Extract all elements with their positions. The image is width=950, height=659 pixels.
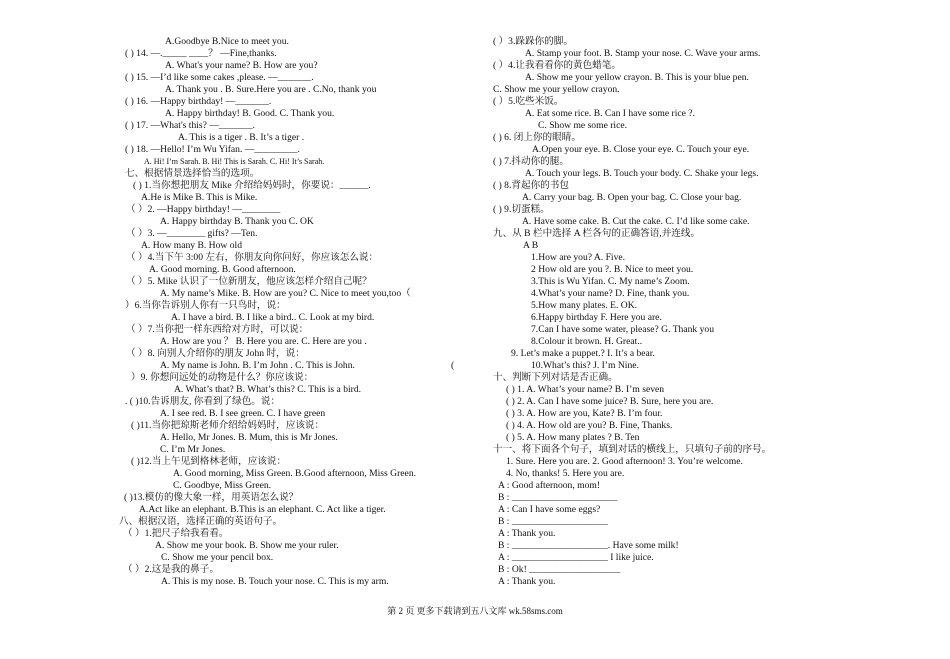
right-line-2: A. Stamp your foot. B. Stamp your nose. C. Wave your arms.	[525, 48, 761, 59]
right-line-28: 10.What’s this? J. I’m Nine.	[531, 360, 639, 371]
right-line-23: 5.How many plates. E. OK.	[531, 300, 638, 311]
page-footer: 第 2 页 更多下载请到五八文库 wk.58sms.com	[387, 606, 563, 616]
left-line-35: A. Hello, Mr Jones. B. Mum, this is Mr Jones.	[160, 432, 338, 443]
left-line-9: A. This is a tiger . B. It’s a tiger .	[178, 132, 305, 143]
left-line-17: （ ）3. —________ gifts? —Ten.	[126, 228, 258, 239]
right-line-13: ( ) 8.背起你的书包	[493, 180, 569, 191]
left-line-16: A. Happy birthday B. Thank you C. OK	[160, 216, 314, 227]
right-line-44: A : ____________________ I like juice.	[498, 552, 654, 563]
right-line-16: A. Have some cake. B. Cut the cake. C. I’d like some cake.	[522, 216, 750, 227]
left-line-39: C. Goodbye, Miss Green.	[173, 480, 272, 491]
left-line-38: A. Good morning, Miss Green. B.Good afternoon, Miss Green.	[173, 468, 417, 479]
left-line-21: （ ）5. Mike 认识了一位新朋友，他应该怎样介绍自己呢？	[126, 276, 372, 287]
right-line-34: ( ) 5. A. How many plates ? B. Ten	[506, 432, 640, 443]
left-line-5: A. Thank you . B. Sure.Here you are . C.No, thank you	[165, 84, 377, 95]
right-line-38: A : Good afternoon, mom!	[498, 480, 601, 491]
right-line-35: 十一、将下面各个句子，填到对话的横线上，只填句子前的序号。	[493, 444, 772, 455]
right-line-6: ( ）5.吃些米饭。	[493, 96, 564, 107]
right-line-18: A B	[523, 240, 539, 251]
right-line-1: ( ）3.跺跺你的脚。	[493, 36, 573, 47]
right-line-21: 3.This is Wu Yifan. C. My name’s Zoom.	[531, 276, 690, 287]
left-line-45: C. Show me your pencil box.	[161, 552, 274, 563]
right-line-30: ( ) 1. A. What’s your name? B. I’m seven	[506, 384, 665, 395]
right-line-33: ( ) 4. A. How old are you? B. Fine, Thanks.	[506, 420, 673, 431]
right-line-5: C. Show me your yellow crayon.	[493, 84, 620, 95]
left-line-20: A. Good morning. B. Good afternoon.	[149, 264, 296, 275]
right-line-19: 1.How are you? A. Five.	[531, 252, 626, 263]
left-line-41: A.Act like an elephant. B.This is an elephant. C. Act like a tiger.	[139, 504, 386, 515]
left-line-34: ( )11.当你把琼斯老师介绍给妈妈时，应该说：	[131, 420, 325, 431]
right-line-41: B : ____________________	[498, 516, 608, 527]
left-line-24: A. I have a bird. B. I like a bird.. C. Look at my bird.	[171, 312, 375, 323]
right-line-29: 十、判断下列对话是否正确。	[493, 372, 618, 383]
left-line-47: A. This is my nose. B. Touch your nose. C. This is my arm.	[161, 576, 389, 587]
right-line-15: ( ) 9.切蛋糕。	[493, 204, 550, 215]
right-line-36: 1. Sure. Here you are. 2. Good afternoon! 3. You’re welcome.	[506, 456, 743, 467]
right-line-14: A. Carry your bag. B. Open your bag. C. Close your bag.	[522, 192, 742, 203]
left-line-31: A. What’s that? B. What’s this? C. This is a bird.	[174, 384, 362, 395]
right-line-7: A. Eat some rice. B. Can I have some rice ?.	[525, 108, 695, 119]
right-line-37: 4. No, thanks! 5. Here you are.	[506, 468, 625, 479]
left-line-44: A. Show me your book. B. Show me your ruler.	[155, 540, 339, 551]
left-line-3: A. What's your name? B. How are you?	[165, 60, 318, 71]
left-line-2: ( ) 14. —._____ ____？ —Fine,thanks.	[125, 48, 277, 59]
right-line-26: 8.Colour it brown. H. Great..	[531, 336, 643, 347]
right-line-27: 9. Let’s make a puppet.? I. It’s a bear.	[511, 348, 655, 359]
right-line-32: ( ) 3. A. How are you, Kate? B. I’m four.	[506, 408, 663, 419]
right-line-11: ( ) 7.抖动你的腿。	[493, 156, 569, 167]
right-line-8: C. Show me some rice.	[538, 120, 627, 131]
left-line-30: ）9. 你想问远处的动物是什么？你应该说：	[131, 372, 314, 383]
left-line-4: ( ) 15. —I’d like some cakes ,please. —_______.	[125, 72, 314, 83]
left-line-10: ( ) 18. —Hello! I’m Wu Yifan. —_________.	[125, 144, 300, 155]
right-line-4: A. Show me your yellow crayon. B. This is your blue pen.	[525, 72, 749, 83]
left-line-43: （ ）1.把尺子给我看看。	[123, 528, 229, 539]
right-line-3: ( ）4.让我看看你的黄色蜡笔。	[493, 60, 621, 71]
right-line-24: 6.Happy birthday F. Here you are.	[531, 312, 662, 323]
left-line-7: A. Happy birthday! B. Good. C. Thank you.	[165, 108, 335, 119]
left-line-26: A. How are you ？ B. Here you are. C. Here are you .	[160, 336, 367, 347]
left-line-6: ( ) 16. —Happy birthday! —_______.	[125, 96, 272, 107]
left-line-36: C. I’m Mr Jones.	[160, 444, 226, 455]
left-line-22: A. My name’s Mike. B. How are you? C. Nice to meet you,too（	[160, 288, 411, 299]
right-line-10: A.Open your eye. B. Close your eye. C. Touch your eye.	[532, 144, 750, 155]
left-line-18: A. How many B. How old	[141, 240, 242, 251]
right-line-40: A : Can I have some eggs?	[498, 504, 601, 515]
left-line-46: （ ）2.这是我的鼻子。	[123, 564, 219, 575]
left-line-32: . ( )10.告诉朋友, 你看到了绿色。说：	[125, 396, 281, 407]
left-line-13: ( ) 1.当你想把朋友 Mike 介绍给妈妈时，你要说：______.	[133, 180, 371, 191]
left-line-15: （ ）2. —Happy birthday! —________	[126, 204, 281, 215]
right-line-42: A : Thank you.	[498, 528, 556, 539]
right-line-20: 2 How old are you ?. B. Nice to meet you.	[531, 264, 694, 275]
left-line-33: A. I see red. B. I see green. C. I have green	[160, 408, 326, 419]
left-line-28: A. My name is John. B. I’m John . C. This is John.	[160, 360, 355, 371]
left-line-29: (	[451, 360, 455, 371]
right-line-12: A. Touch your legs. B. Touch your body. C. Shake your legs.	[525, 168, 759, 179]
left-line-27: （ ）8. 向别人介绍你的朋友 John 时，说：	[126, 348, 305, 359]
right-line-17: 九、从 B 栏中选择 A 栏各句的正确答语,并连线。	[493, 228, 701, 239]
right-line-9: ( ) 6. 闭上你的眼睛。	[493, 132, 581, 143]
right-line-43: B : ____________________. Have some milk!	[498, 540, 679, 551]
right-line-22: 4.What’s your name? D. Fine, thank you.	[531, 288, 690, 299]
left-line-1: A.Goodbye B.Nice to meet you.	[165, 36, 289, 47]
left-line-23: ）6.当你告诉别人你有一只鸟时，说：	[125, 300, 286, 311]
right-line-31: ( ) 2. A. Can I have some juice? B. Sure, here you are.	[506, 396, 714, 407]
left-line-14: A.He is Mike B. This is Mike.	[141, 192, 258, 203]
left-line-12: 七、根据情景选择恰当的选项。	[125, 168, 260, 179]
left-line-19: （ ）4.当下午 3:00 左右，你朋友向你问好，你应该怎么说：	[126, 252, 379, 263]
right-line-45: B : Ok! ___________________	[498, 564, 621, 575]
left-line-37: ( )12.当上午见到格林老师，应该说：	[131, 456, 287, 467]
left-line-40: ( )13.模仿的像大象一样，用英语怎么说？	[124, 492, 299, 503]
right-line-25: 7.Can I have some water, please? G. Thank you	[531, 324, 714, 335]
left-line-42: 八、根据汉语，选择正确的英语句子。	[119, 516, 283, 527]
right-line-39: B : ______________________	[498, 492, 618, 503]
left-line-11: A. Hi! I’m Sarah. B. Hi! This is Sarah. C. Hi! It’s Sarah.	[144, 157, 325, 166]
left-line-25: （ ）7.当你把一样东西给对方时，可以说：	[126, 324, 309, 335]
right-line-46: A : Thank you.	[498, 576, 556, 587]
left-line-8: ( ) 17. —What's this? —_______.	[125, 120, 255, 131]
